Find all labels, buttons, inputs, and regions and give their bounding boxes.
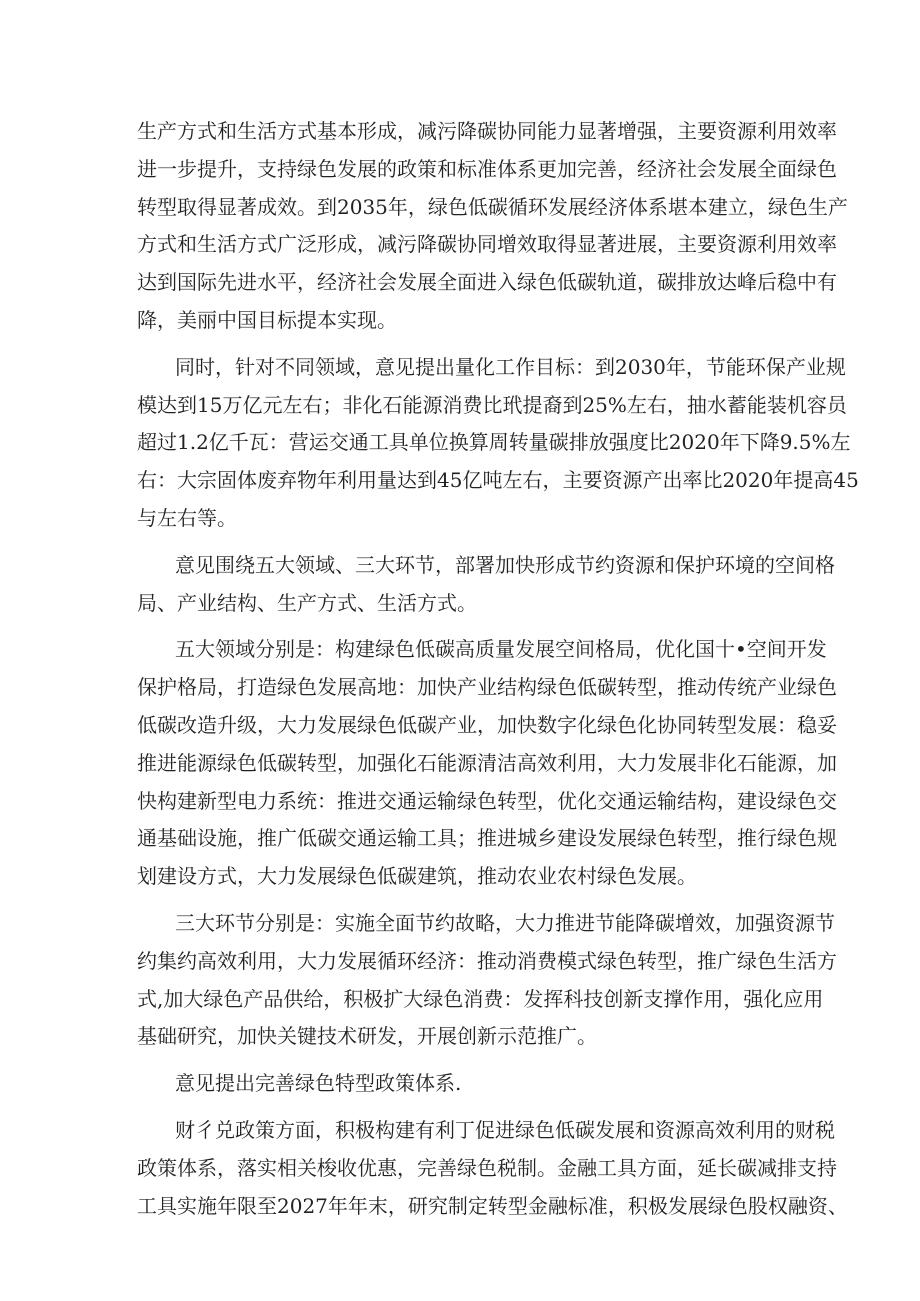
text-line: 模达到15万亿元左右；非化石能源消费比玳提裔到25%左右，抽水蓄能装机容员 (137, 392, 847, 417)
text-line: 达到国际先进水平，经济社会发展全面进入绿色低碳轨道，碳排放达峰后稳中有 (137, 270, 837, 295)
text-line: 三大环节分别是：实施全面节约故略，大力推进节能降碳增效，加强资源节 (175, 910, 835, 935)
text-line: 式,加大绿色产品供给，积极扩大绿色消费：发挥科技创新支撑作用，强化应用 (137, 986, 824, 1011)
paragraph-5 (137, 905, 837, 1056)
text-line: 推进能源绿色低碳转型，加强化石能源清洁高效利用，大力发展非化石能源，加 (137, 750, 837, 775)
text-line: 同时，针对不同领域，意见提出量化工作目标：到2030年，节能环保产业规 (175, 354, 846, 379)
text-line: 局、产业结构、生产方式、生活方式。 (137, 590, 477, 615)
text-line: 基础研究，加快关键技术研发，开展创新示范推广。 (137, 1024, 597, 1049)
text-line: 约集约高效利用，大力发展循环经济：推动消费模式绿色转型，推广绿色生活方 (137, 948, 837, 973)
text-line: 右：大宗固体废弃物年利用量达到45亿吨左右，主要资源产出率比2020年提高45 (137, 468, 859, 493)
text-line: 意见提出完善绿色特型政策体系. (175, 1071, 462, 1096)
text-line: 工具实施年限至2027年年末，研究制定转型金融标准，积极发展绿色股权融资、 (137, 1193, 848, 1218)
text-line: 快构建新型电力系统：推进交通运输绿色转型，优化交通运输结构，建设绿色交 (137, 788, 837, 813)
paragraph-4 (137, 631, 837, 896)
paragraph-7 (137, 1112, 848, 1225)
text-line: 五大领域分别是：构建绿色低碳高质量发展空间格局，优化国十•空间开发 (175, 637, 827, 662)
text-line: 转型取得显著成效。到2035年，绿色低碳循环发展经济体系堪本建立，绿色生产 (137, 194, 848, 219)
text-line: 与左右等。 (137, 505, 237, 530)
paragraph-3 (137, 547, 835, 623)
text-line: 方式和生活方式广泛形成，减污降碳协同增效取得显著进展，主要资源利用效率 (137, 232, 837, 257)
text-line: 降，美丽中国目标提本实现。 (137, 307, 397, 332)
text-line: 通基础设施，推广低碳交通运输工具；推进城乡建设发展绿色转型，推行绿色规 (137, 826, 837, 851)
text-line: 划建设方式，大力发展绿色低碳建筑，推动农业农村绿色发展。 (137, 864, 697, 889)
text-line: 保护格局，打造绿色发展高地：加快产业结构绿色低碳转型，推动传统产业绿色 (137, 675, 837, 700)
paragraph-6 (137, 1065, 787, 1103)
paragraph-1 (137, 113, 848, 340)
text-line: 意见围绕五大领域、三大环节，部署加快形成节约资源和保护环境的空间格 (175, 552, 835, 577)
text-line: 生产方式和生活方式基本形成，减污降碳协同能力显著增强，主要资源利用效率 (137, 119, 837, 143)
paragraph-2 (137, 349, 859, 538)
text-line: 进一步提升，支持绿色发展的政策和标准体系更加完善，经济社会发展全面绿色 (137, 156, 837, 181)
text-line: 财彳兑政策方面，积极构建有利丁促进绿色低碳发展和资源高效利用的财税 (175, 1117, 835, 1142)
document-body (137, 113, 859, 1225)
text-line: 政策体系，落实相关梭收优惠，完善绿色税制。金融工具方面，延长碳减排支持 (137, 1155, 837, 1180)
text-line: 超过1.2亿千瓦：营运交通工具单位换算周转量碳排放强度比2020年下降9.5%左 (137, 430, 851, 455)
text-line: 低碳改造升级，大力发展绿色低碳产业，加快数字化绿色化协同转型发展：稳妥 (137, 712, 837, 737)
